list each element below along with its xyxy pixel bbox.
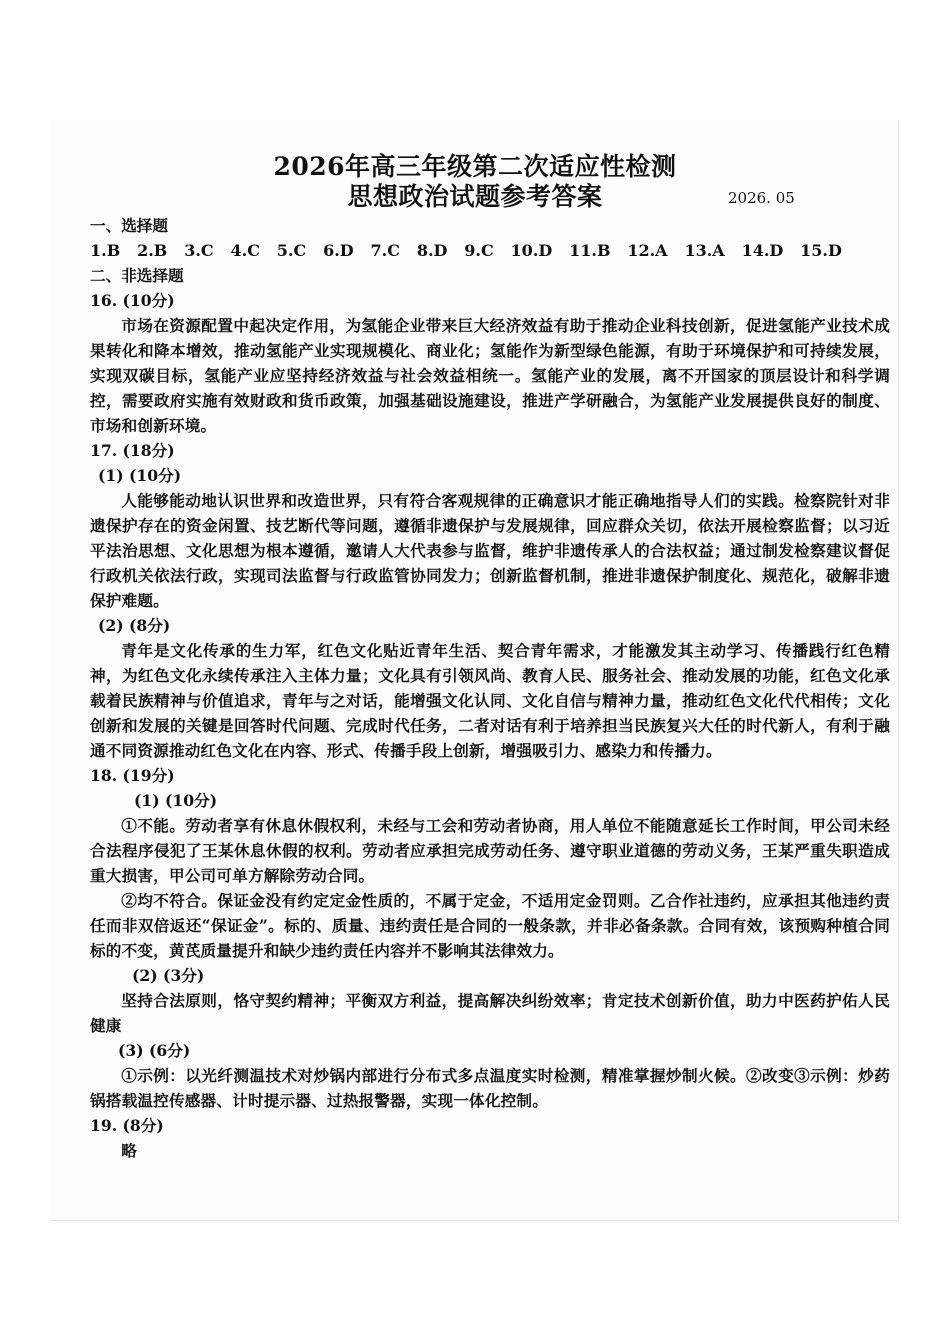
document-title: 2026年高三年级第二次适应性检测	[273, 152, 677, 181]
mc-answer: 7.C	[370, 241, 400, 260]
question-18-part-2-label: (2) (3分)	[132, 966, 205, 985]
answer-content	[90, 213, 890, 1163]
mc-answer: 5.C	[276, 241, 307, 260]
question-19-label: 19. (8分)	[90, 1116, 164, 1135]
question-17-part-2-answer: 青年是文化传承的生力军，红色文化贴近青年生活、契合青年需求，才能激发其主动学习、传播践行红色精神，为红色文化永续传承注入主体力量；文化具有引领风尚、教育人民、服务社会、推动发展的功能，红色文化承载着民族精神与价值追求，青年与之对话，能增强文化认同、文化自信与精神力量，推动红色文化代代相传；文化创新和发展的关键是回答时代问题、完成时代任务，二者对话有利于培养担当民族复兴大任的时代新人，有利于融通不同资源推动红色文化在内容、形式、传播手段上创新，增强吸引力、感染力和传播力。	[90, 641, 890, 760]
question-18-part-3-answer: ①示例：以光纤测温技术对炒锅内部进行分布式多点温度实时检测，精准掌握炒制火候。②改变③示例：炒药锅搭载温控传感器、计时提示器、过热报警器，实现一体化控制。	[90, 1066, 890, 1110]
mc-answer: 14.D	[741, 241, 784, 260]
question-16-label: 16. (10分)	[90, 291, 175, 310]
question-17-part-2-label: (2) (8分)	[98, 616, 171, 635]
mc-answer: 1.B	[90, 241, 121, 260]
mc-answer: 3.C	[184, 241, 214, 260]
multiple-choice-answers	[90, 238, 842, 263]
mc-answer: 9.C	[464, 241, 494, 260]
mc-answer: 13.A	[684, 241, 725, 260]
mc-answer: 8.D	[416, 241, 448, 260]
document-subtitle: 思想政治试题参考答案	[347, 182, 603, 211]
document-date: 2026. 05	[728, 189, 795, 207]
mc-answer: 15.D	[800, 241, 842, 260]
mc-answer: 10.D	[510, 241, 553, 260]
question-18-part-2-answer: 坚持合法原则，恪守契约精神；平衡双方利益，提高解决纠纷效率；肯定技术创新价值，助力中医药护佑人民健康	[90, 991, 890, 1035]
question-17-part-1-answer: 人能够能动地认识世界和改造世界，只有符合客观规律的正确意识才能正确地指导人们的实践。检察院针对非遗保护存在的资金闲置、技艺断代等问题，遵循非遗保护与发展规律，回应群众关切，依法开展检察监督；以习近平法治思想、文化思想为根本遵循，邀请人大代表参与监督，维护非遗传承人的合法权益；通过制发检察建议督促行政机关依法行政，实现司法监督与行政监管协同发力；创新监督机制，推进非遗保护制度化、规范化，破解非遗保护难题。	[90, 491, 890, 610]
question-18-part-1-answer-a: ①不能。劳动者享有休息休假权利，未经与工会和劳动者协商，用人单位不能随意延长工作时间，甲公司未经合法程序侵犯了王某休息休假的权利。劳动者应承担完成劳动任务、遵守职业道德的劳动义务，王某严重失职造成重大损害，甲公司可单方解除劳动合同。	[90, 816, 890, 885]
mc-answer: 6.D	[323, 241, 354, 260]
question-17-label: 17. (18分)	[90, 441, 175, 460]
mc-answer: 12.A	[627, 241, 668, 260]
mc-answer: 2.B	[137, 241, 168, 260]
mc-answer: 4.C	[230, 241, 260, 260]
question-18-label: 18. (19分)	[90, 766, 175, 785]
question-16-answer: 市场在资源配置中起决定作用，为氢能企业带来巨大经济效益有助于推动企业科技创新，促进氢能产业技术成果转化和降本增效，推动氢能产业实现规模化、商业化；氢能作为新型绿色能源，有助于环境保护和可持续发展，实现双碳目标，氢能产业应坚持经济效益与社会效益相统一。氢能产业的发展，离不开国家的顶层设计和科学调控，需要政府实施有效财政和货币政策，加强基础设施建设，推进产学研融合，为氢能产业发展提供良好的制度、市场和创新环境。	[90, 316, 890, 435]
section-heading-non-choice: 二、非选择题	[90, 266, 184, 285]
question-17-part-1-label: (1) (10分)	[98, 466, 182, 485]
question-18-part-1-label: (1) (10分)	[134, 791, 218, 810]
mc-answer: 11.B	[569, 241, 611, 260]
question-18-part-3-label: (3) (6分)	[118, 1041, 191, 1060]
section-heading-multiple-choice: 一、选择题	[90, 216, 168, 235]
question-18-part-1-answer-b: ②均不符合。保证金没有约定定金性质的，不属于定金，不适用定金罚则。乙合作社违约，应承担其他违约责任而非双倍返还“保证金”。标的、质量、违约责任是合同的一般条款，并非必备条款。合同有效，该预购种植合同标的不变，黄芪质量提升和缺少违约责任内容并不影响其法律效力。	[90, 891, 890, 960]
question-19-answer: 略	[121, 1141, 137, 1160]
